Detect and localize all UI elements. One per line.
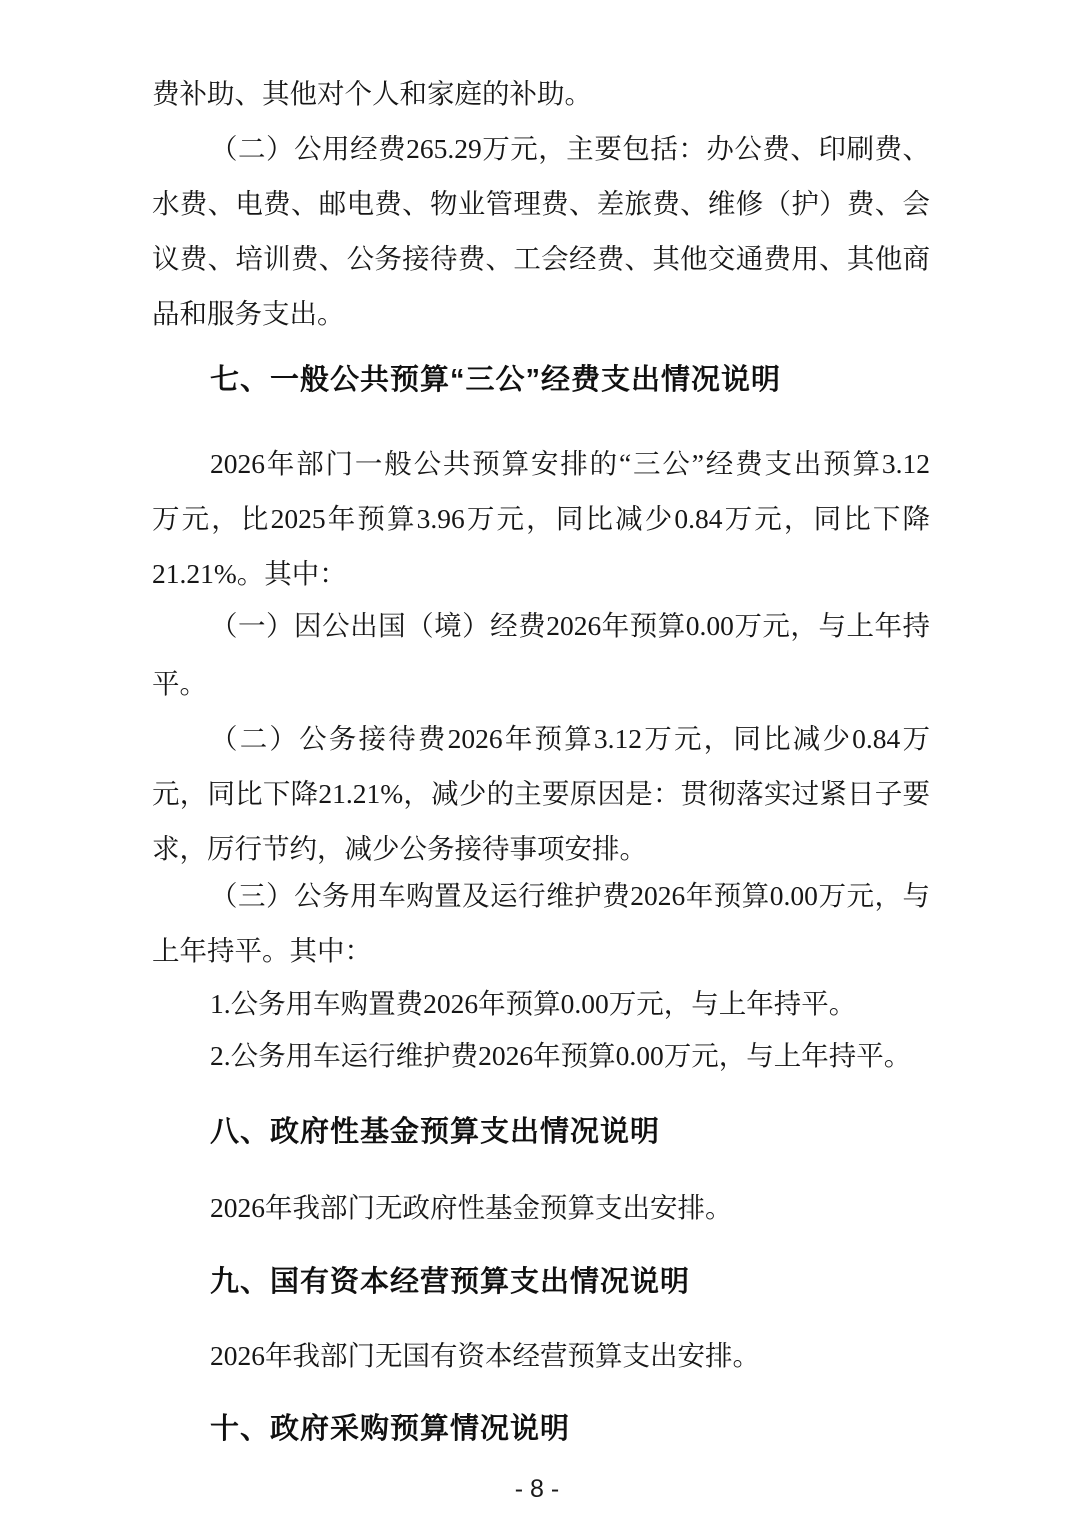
para-line: 万元，比2025年预算3.96万元，同比减少0.84万元，同比下降 [152,503,930,534]
para-line: 议费、培训费、公务接待费、工会经费、其他交通费用、其他商 [152,243,930,274]
section-7-heading: 七、一般公共预算“三公”经费支出情况说明 [210,364,782,396]
para-line: 上年持平。其中： [152,935,372,966]
para-line: （三）公务用车购置及运行维护费2026年预算0.00万元，与 [210,880,930,911]
para-line: 2.公务用车运行维护费2026年预算0.00万元，与上年持平。 [210,1040,912,1071]
section-10-heading: 十、政府采购预算情况说明 [210,1413,571,1445]
page-number: - 8 - [514,1475,560,1503]
para-line: 2026年我部门无政府性基金预算支出安排。 [210,1192,733,1223]
para-line: 21.21%。其中： [152,558,347,589]
para-line: 1.公务用车购置费2026年预算0.00万元，与上年持平。 [210,988,857,1019]
para-line: （二）公用经费265.29万元，主要包括：办公费、印刷费、 [210,133,930,164]
para-line: （二）公务接待费2026年预算3.12万元，同比减少0.84万 [210,723,930,754]
para-line: 费补助、其他对个人和家庭的补助。 [152,78,592,109]
para-line: （一）因公出国（境）经费2026年预算0.00万元，与上年持 [210,610,930,641]
para-line: 2026年部门一般公共预算安排的“三公”经费支出预算3.12 [210,448,930,479]
para-line: 元，同比下降21.21%，减少的主要原因是：贯彻落实过紧日子要 [152,778,930,809]
para-line: 品和服务支出。 [152,298,345,329]
para-line: 求，厉行节约，减少公务接待事项安排。 [152,833,647,864]
para-line: 平。 [152,668,207,699]
section-8-heading: 八、政府性基金预算支出情况说明 [210,1116,661,1148]
section-9-heading: 九、国有资本经营预算支出情况说明 [210,1266,691,1298]
para-line: 水费、电费、邮电费、物业管理费、差旅费、维修（护）费、会 [152,188,930,219]
para-line: 2026年我部门无国有资本经营预算支出安排。 [210,1340,760,1371]
